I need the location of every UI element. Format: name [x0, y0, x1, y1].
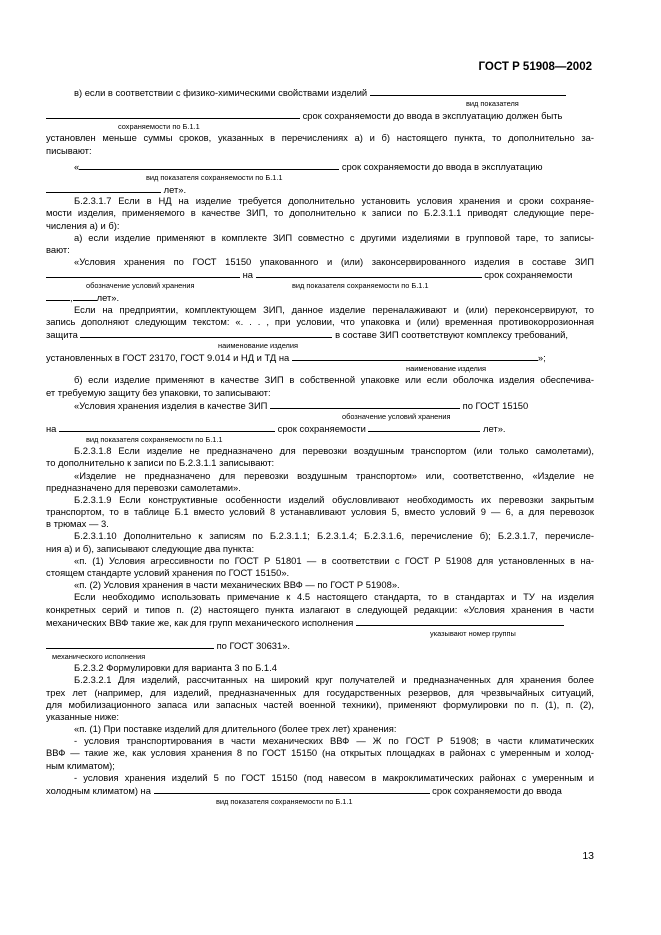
blank-field [270, 399, 460, 409]
blank-field [80, 328, 332, 338]
document-header: ГОСТ Р 51908—2002 [478, 61, 592, 73]
text-line: установлен меньше суммы сроков, указанных в перечислениях а) и б) настоящего пункта, то дополнительно за- [46, 132, 594, 144]
text-line: , лет». [46, 291, 594, 303]
text-line: числения а) и б): [46, 219, 120, 231]
text-line: Б.2.3.1.8 Если изделие не предназначено для перевозки воздушным транспортом (или только самолетами), [74, 445, 594, 457]
field-caption: наименование изделия [218, 341, 299, 351]
field-caption: вид показателя сохраняемости по Б.1.1 [216, 797, 353, 807]
text-line: Если на предприятии, комплектующем ЗИП, данное изделие переналаживают и (или) переконсервируют, то [74, 303, 594, 315]
text-line: Б.2.3.2.1 Для изделий, рассчитанных на широкий круг получателей и предназначенных для хранения более [74, 674, 594, 686]
text-line: холодным климатом) на срок сохраняемости до ввода [46, 785, 562, 796]
field-caption: вид показателя сохраняемости по Б.1.1 [146, 172, 283, 182]
text-line: - условия транспортирования в части механических ВВФ — Ж по ГОСТ Р 51908; в части климатических [74, 735, 594, 747]
blank-field [256, 268, 482, 278]
blank-field [370, 86, 566, 96]
blank-field [79, 160, 339, 170]
text-line: срок сохраняемости до ввода в эксплуатацию должен быть [46, 109, 594, 121]
field-caption: наименование изделия [406, 364, 487, 374]
blank-field [46, 109, 300, 119]
text-line: Б.2.3.1.7 Если в НД на изделие требуется дополнительно установить условия хранения и сроки сохраняе- [74, 195, 594, 207]
text-line: - условия хранения изделий 5 по ГОСТ 15150 (под навесом в макроклиматических районах с умеренным и [74, 771, 594, 783]
field-caption: механического исполнения [52, 652, 146, 662]
blank-field [292, 351, 538, 361]
text-line: стоящем стандарте условий хранения по ГОСТ 15150». [46, 567, 290, 578]
field-caption: обозначение условий хранения [342, 411, 451, 421]
field-caption: указывают номер группы [430, 628, 516, 638]
text-line: для мобилизационного запаса или запасных частей военной техники), применяют формулировки по п. (1), п. (2), [46, 698, 594, 710]
text-line: ным климатом); [46, 759, 115, 771]
text-line: Б.2.3.1.10 Дополнительно к записям по Б.2.3.1.1; Б.2.3.1.4; Б.2.3.1.6, перечисление б); Б.2.3.1.7, перечисле- [74, 530, 594, 542]
text-line: лет». [46, 183, 594, 195]
text-line: защита в составе ЗИП соответствуют комплексу требований, [46, 329, 569, 340]
field-caption: сохраняемости по Б.1.1 [118, 122, 200, 132]
blank-field [46, 639, 214, 649]
blank-field [368, 422, 480, 432]
text-line: мости изделия, применяемого в качестве ЗИП, то дополнительно к записи по Б.2.3.1.1 приводят следующие пере- [46, 207, 594, 219]
text-line: « срок сохраняемости до ввода в эксплуатацию [74, 160, 543, 172]
text-line: писывают: [46, 144, 92, 156]
text-line: трех лет (например, для изделий, предназначенных для государственных резервов, для чрезвычайных ситуаций, [46, 686, 594, 698]
text-line: Б.2.3.1.9 Если конструктивные особенности изделий обусловливают необходимость их перевозки закрытым [74, 493, 594, 505]
text-line: а) если изделие применяют в комплекте ЗИП совместно с другими изделиями в групповой таре, то записы- [74, 231, 594, 243]
text-line: запись дополняют следующим текстом: «. . . , при условии, что упаковка и (или) временная противокоррозионная [46, 315, 594, 327]
blank-field [59, 422, 275, 432]
text-line: конкретных серий и типов п. (2) настоящего пункта излагают в следующей редакции: «Условия хранения в части [46, 603, 594, 615]
text-line: ВВФ — такие же, как условия хранения 8 по ГОСТ 15150 (на открытых площадках в районах с умеренным и холод- [46, 747, 594, 759]
text-line: Если необходимо использовать примечание к 4.5 настоящего стандарта, то в стандартах и ТУ на изделия [74, 591, 594, 603]
text-line: ния а) и б), записывают следующие два пункта: [46, 542, 255, 554]
text-line: механических ВВФ такие же, как для групп механического исполнения [46, 616, 594, 628]
document-body [46, 86, 594, 807]
text-line: транспортом, то в таблице Б.1 вместо условий 8 устанавливают условия 5, вместо условий 9 — 6, а для перевозок [46, 506, 594, 518]
text-line: ет требуемую защиту без упаковки, то записывают: [46, 386, 271, 398]
text-line: «п. (1) При поставке изделий для длительного (более трех лет) хранения: [74, 723, 397, 735]
text-line: на срок сохраняемости [46, 268, 594, 280]
blank-field [73, 291, 97, 301]
field-caption: вид показателя сохраняемости по Б.1.1 [86, 435, 223, 445]
text-line: в трюмах — 3. [46, 518, 109, 530]
text-line: то дополнительно к записи по Б.2.3.1.1 записывают: [46, 457, 275, 469]
blank-field [154, 784, 430, 794]
text-line: предназначено для перевозки самолетами». [46, 481, 241, 493]
text-line: «Изделие не предназначено для перевозки воздушным транспортом» или, соответственно, «Изделие не [74, 469, 594, 481]
text-line: «п. (1) Условия агрессивности по ГОСТ Р 51801 — в соответствии с ГОСТ Р 51908 для установленных в на- [74, 554, 594, 566]
text-line: б) если изделие применяют в качестве ЗИП в собственной упаковке или если оболочка изделия обеспечива- [74, 374, 594, 386]
text-line: «Условия хранения изделия в качестве ЗИП по ГОСТ 15150 [74, 399, 529, 411]
text-line: указанные ниже: [46, 710, 120, 722]
text-line: «Условия хранения по ГОСТ 15150 упакованного и (или) законсервированного изделия в составе ЗИП [74, 256, 594, 268]
blank-field [356, 616, 564, 626]
text-line: по ГОСТ 30631». [46, 639, 594, 651]
field-caption: обозначение условий хранения вид показателя сохраняемости по Б.1.1 [86, 281, 429, 291]
blank-field [46, 183, 161, 193]
text-line: на срок сохраняемости лет». [46, 422, 506, 434]
text-line: установленных в ГОСТ 23170, ГОСТ 9.014 и НД и ТД на »; [46, 352, 546, 364]
page-number: 13 [582, 850, 594, 862]
blank-field [46, 291, 70, 301]
blank-field [46, 268, 240, 278]
text-line: «п. (2) Условия хранения в части механических ВВФ — по ГОСТ Р 51908». [74, 579, 400, 591]
field-caption: вид показателя [466, 99, 519, 109]
text-line: в) если в соответствии с физико-химическими свойствами изделий [46, 86, 594, 98]
text-line: вают: [46, 243, 70, 255]
text-line: Б.2.3.2 Формулировки для варианта 3 по Б.1.4 [74, 662, 277, 674]
